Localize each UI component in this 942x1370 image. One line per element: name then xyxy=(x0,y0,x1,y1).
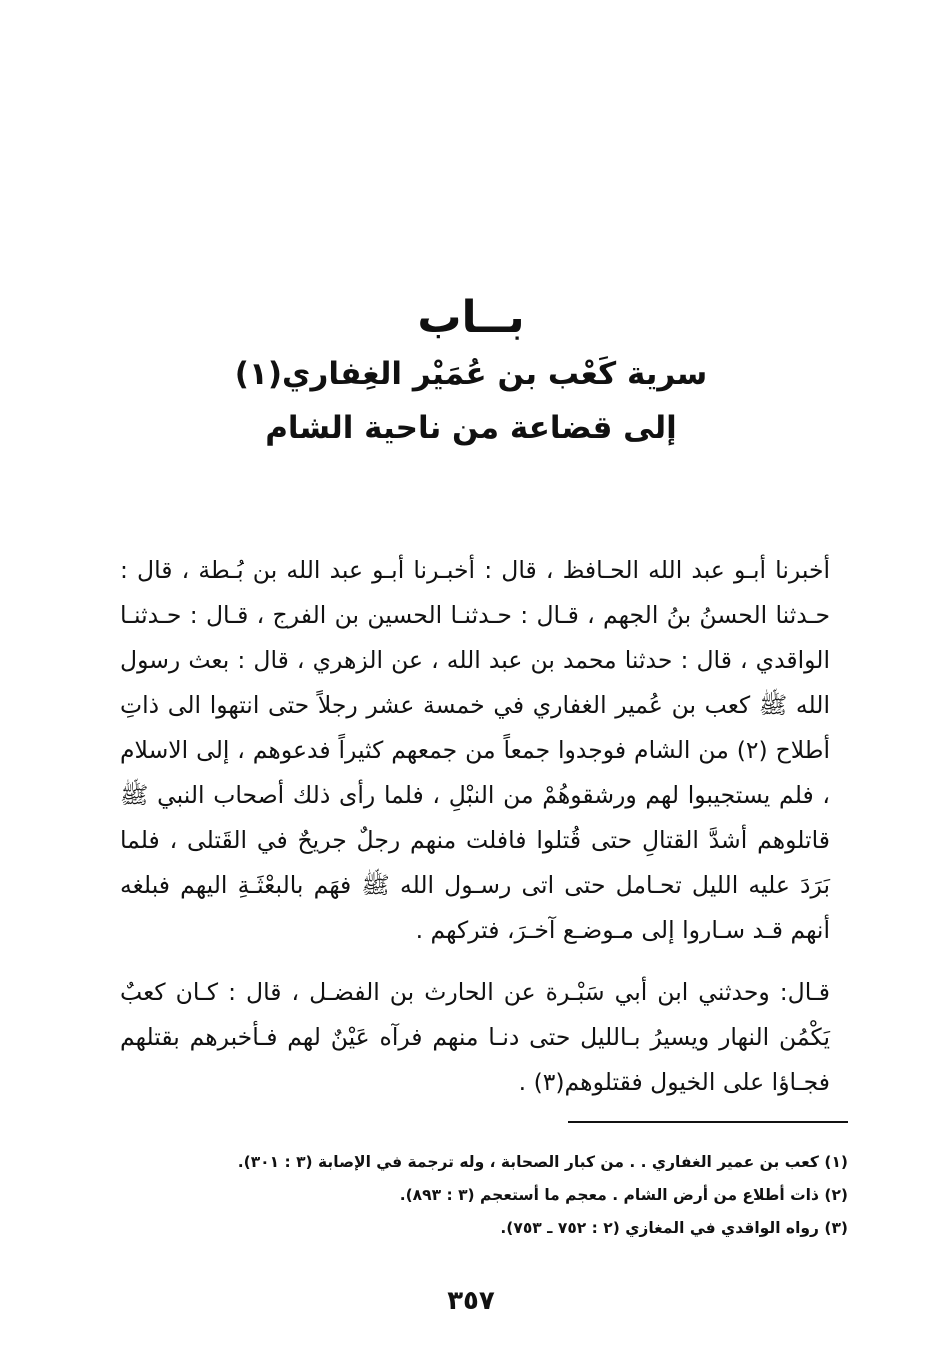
footnote-2: (٢) ذات أطلاع من أرض الشام . معجم ما أستعجم (٣ : ٨٩٣). xyxy=(399,1186,848,1204)
chapter-subtitle: إلى قضاعة من ناحية الشام xyxy=(265,410,677,446)
page-number: ٣٥٧ xyxy=(447,1286,495,1316)
footnote-separator xyxy=(568,1121,848,1123)
chapter-heading: بــاب xyxy=(417,292,525,343)
footnote-1: (١) كعب بن عمير الغفاري . . من كبار الصحابة ، وله ترجمة في الإصابة (٣ : ٣٠١). xyxy=(237,1153,848,1171)
body-paragraph-2: قـال: وحدثني ابن أبي سَبْـرة عن الحارث بن الفضـل ، قال : كـان كعبٌ يَكْمُن النهار ويسيرُ بـالليل حتى دنـا منهم فرآه عَيْنٌ لهم فـأخبرهم بقتلهم فجـاؤا على الخيول فقتلوهم(٣) . xyxy=(120,978,830,1096)
chapter-title: سرية كَعْب بن عُمَيْر الغِفاري(١) xyxy=(234,356,708,392)
body-paragraph-1: أخبرنا أبـو عبد الله الحـافظ ، قال : أخبـرنا أبـو عبد الله بن بُـطة ، قال : حـدثنا الحسنُ بنُ الجهم ، قـال : حـدثنـا الحسين بن الفرج ، قـال : حـدثنـا الواقدي ، قال : حدثنا محمد بن عبد الله ، عن الزهري ، قال : بعث رسول الله ﷺ كعب بن عُمير الغفاري في خمسة عشر رجلاً حتى انتهوا الى ذاتِ أطلاح (٢) من الشام فوجدوا جمعاً من جمعهم كثيراً فدعوهم ، إلى الاسلام ، فلم يستجيبوا لهم ورشقوهُمْ من النبْلِ ، فلما رأى ذلك أصحاب النبي ﷺ قاتلوهم أشدَّ القتالِ حتى قُتلوا فافلت منهم رجلٌ جريحٌ في القَتلى ، فلما بَرَدَ عليه الليل تحـامل حتى اتى رسـول الله ﷺ فهَم بالبعْثَـةِ اليهم فبلغه أنهم قـد سـاروا إلى مـوضـع آخـرَ، فتركهم . xyxy=(120,556,831,944)
footnote-3: (٣) رواه الواقدي في المغازي (٢ : ٧٥٢ ـ ٧٥٣). xyxy=(500,1219,848,1237)
footnotes xyxy=(220,1146,848,1245)
